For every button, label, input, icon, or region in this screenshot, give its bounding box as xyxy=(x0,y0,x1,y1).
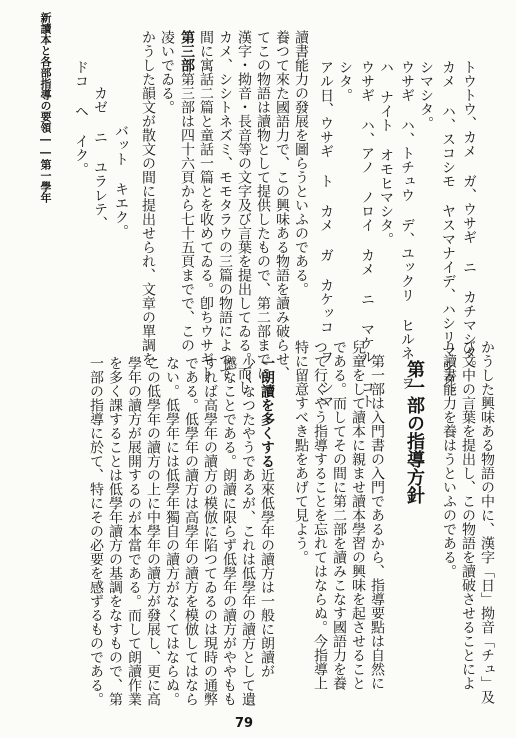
text-column: び文中の言葉を提出し、この物語を讀破させることによ xyxy=(460,340,476,690)
story-line: シタ。 xyxy=(337,60,353,102)
text-column: り讀書能力を養はうといふのである。 xyxy=(441,340,457,578)
section-three-text: 第三部は四十六頁から七十五頁までで、この xyxy=(179,72,195,352)
text-column: カメ、シシトネズミ、モモタラウの三篇の物語によつて xyxy=(217,30,233,380)
text-column: 少くなつたやうであるが、これは低學年の讀方として遺 xyxy=(240,356,256,706)
text-column: 學年の讀方が展開するのが本當である。而して朗讀作業 xyxy=(126,356,142,706)
text-column: つて行くやう指導することを忘れてはならぬ。今指導上 xyxy=(312,340,328,690)
text-column: を多く課することは低學年讀方の基調をなすもので、第 xyxy=(107,356,123,706)
running-head: 新讀本と各部指導の要領――第一學年 xyxy=(39,12,52,203)
story-line: シマシタ。 xyxy=(418,60,434,130)
verse-line: ドコ ヘ イク。 xyxy=(73,60,89,176)
verse-line: カゼ ニ ユラレテ、 xyxy=(92,86,108,230)
text-column: である。而してその間に第二部を讀みこなす國語力を養 xyxy=(331,340,347,690)
text-column: 一部の指導に於て、特にその必要を感ずるものである。 xyxy=(88,356,104,706)
verse-line: バット キエク。 xyxy=(113,124,129,238)
text-column: ない。低學年には低學年獨自の讀方がなくてはならぬ。 xyxy=(164,356,180,706)
story-line: アル日、ウサギ ト カメ ガ カケッコ ヲ シマ xyxy=(318,60,334,408)
text-column: 特に留意すべき點をあげて見よう。 xyxy=(293,340,309,564)
text-column: 養つて來た國語力で、この興味ある物語を讀み破らせ、 xyxy=(274,30,290,380)
section-one-heading: 第一部の指導方針 xyxy=(404,360,425,504)
text-column: すれば高學年の讀方の模倣に陷つてゐるのは現時の通弊 xyxy=(202,356,218,706)
text-column: 第一部は入門書の入門であるから、指導要點は自然に xyxy=(369,354,385,690)
subsection-heading-oral-reading: 一朗讀を多くする xyxy=(259,356,275,468)
page-number: 79 xyxy=(235,716,254,731)
text-column: 讀書能力の發展を圖らうといふのである。 xyxy=(293,30,309,296)
story-line: ハ ナイト オモヒマシタ。 xyxy=(378,60,394,246)
text-column: 漢字・拗音・長音等の文字及び言葉を提出してゐる。而し xyxy=(236,30,252,394)
text-column: てこの物語は讀物として提供したもので、第二部までに xyxy=(255,30,271,380)
text-column: この低學年の讀方の上に中學年の讀方が發展し、更に高 xyxy=(145,356,161,706)
text-column: かうした興味ある物語の中に、漢字「日」拗音「チュ」及 xyxy=(479,340,495,704)
subsection-text: 近來低學年の讀方は一般に朗讀が xyxy=(259,468,275,678)
text-column: である。低學年の讀方は高學年の讀方を模倣してはなら xyxy=(183,356,199,706)
text-column: 間に寓話二篇と童話一篇とを收めてゐる。卽ちウサギト xyxy=(198,30,214,380)
text-column: 憾なことである。朗讀に限らず低學年の讀方がややもも xyxy=(221,356,237,706)
story-line: カメ ハ、スコシモ ヤスマナイデ、ハシリマシタ。 xyxy=(440,60,456,400)
story-line: ウサギ ハ、アノ ノロイ カメ ニ マケル コト xyxy=(359,60,375,408)
section-three-label: 第三部 xyxy=(179,30,195,72)
text-column: 兒童をして讀本に親ませ讀本學習の興味を起させること xyxy=(350,340,366,690)
text-column: かうした韻文が散文の間に提出せられ、文章の單調を xyxy=(140,30,156,366)
text-column: 凌いでゐる。 xyxy=(159,30,175,114)
subsection-column xyxy=(260,356,274,678)
section-three-column xyxy=(180,30,194,352)
story-line: ウサギ ハ、トチュウ デ、ユックリ ヒルネ ヲ xyxy=(399,60,415,390)
story-line: トウトウ、カメ ガ、ウサギ ニ カチマシタ。 xyxy=(461,60,477,374)
